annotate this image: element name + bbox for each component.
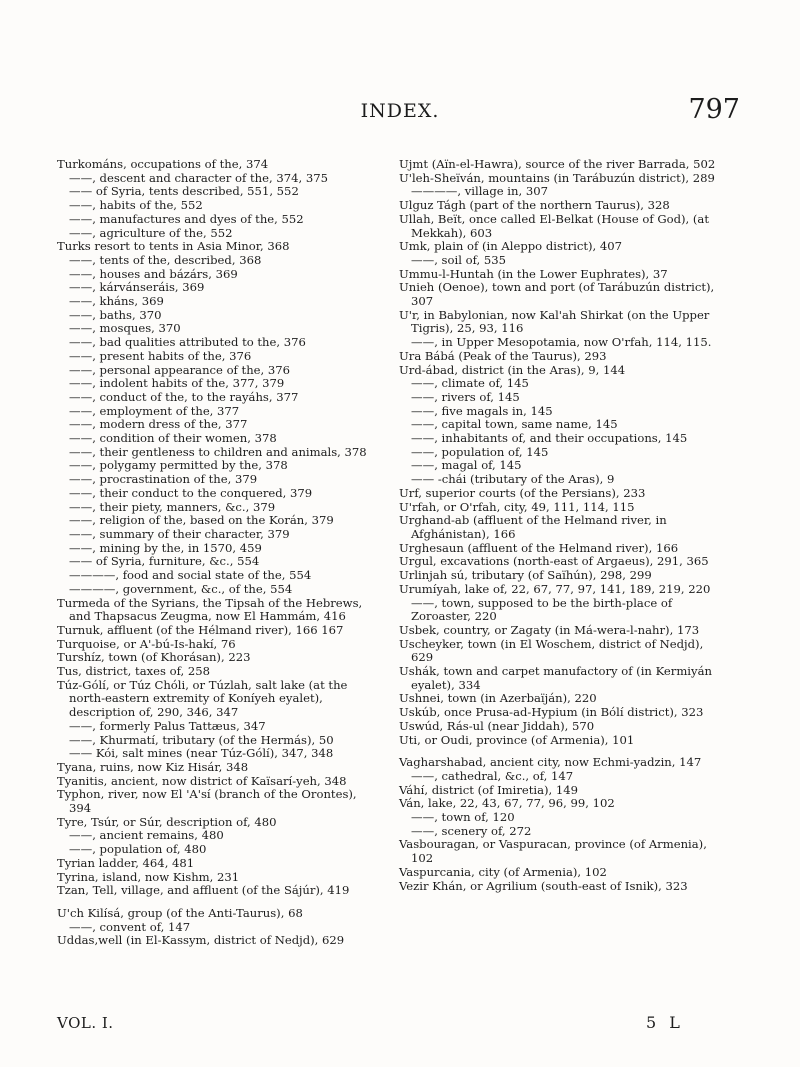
index-entry: Tyrina, island, now Kishm, 231 <box>57 869 240 884</box>
volume-mark: VOL. I. <box>57 1014 114 1032</box>
index-entry: Ushnei, town (in Azerbaïján), 220 <box>399 691 597 706</box>
index-subentry: ——, rivers of, 145 <box>411 389 520 404</box>
index-subentry: ——, habits of the, 552 <box>69 198 203 213</box>
index-entry: Urlinjah sú, tributary (of Saïhún), 298, 299 <box>399 568 652 583</box>
index-subentry: ——, convent of, 147 <box>69 919 191 934</box>
index-subentry: ——, conduct of the, to the rayáhs, 377 <box>69 389 299 404</box>
index-subentry: ——, scenery of, 272 <box>411 823 532 838</box>
index-entry: Ván, lake, 22, 43, 67, 77, 96, 99, 102 <box>399 796 615 811</box>
index-entry: Turkománs, occupations of the, 374 <box>57 157 269 171</box>
index-subentry: ——, five magals in, 145 <box>411 403 553 418</box>
index-entry: Uscheyker, town (in El Woschem, district of Nedjd), 629 <box>399 636 704 665</box>
index-entry: Ura Bábá (Peak of the Taurus), 293 <box>399 348 607 363</box>
index-subentry: ——, baths, 370 <box>69 307 162 322</box>
index-subentry: ——, mosques, 370 <box>69 321 181 336</box>
index-subentry: —— Kói, salt mines (near Túz-Gólí), 347, 348 <box>69 746 334 761</box>
index-entry: Urd-ábad, district (in the Aras), 9, 144 <box>399 362 626 377</box>
index-subentry: ——, capital town, same name, 145 <box>411 417 618 432</box>
index-subentry: ——, inhabitants of, and their occupations, 145 <box>411 431 688 446</box>
index-entry: Tyana, ruins, now Kiz Hisár, 348 <box>57 759 249 774</box>
index-entry: Ujmt (Aïn-el-Hawra), source of the river Barrada, 502 <box>399 157 716 171</box>
index-subentry: ——, their conduct to the conquered, 379 <box>69 485 313 500</box>
index-subentry: ——, magal of, 145 <box>411 458 522 473</box>
index-entry: Uddas,well (in El-Kassym, district of Nedjd), 629 <box>57 933 345 948</box>
index-entry: Usbek, country, or Zagaty (in Má-wera-l-nahr), 173 <box>399 622 700 637</box>
index-entry: Turshíz, town (of Khorásan), 223 <box>57 650 251 665</box>
index-subentry: ——, houses and bázárs, 369 <box>69 266 238 281</box>
running-title: INDEX. <box>360 100 440 122</box>
page-header <box>60 94 740 134</box>
index-subentry: ——, kháns, 369 <box>69 294 164 309</box>
index-entry: Túz-Gólí, or Túz Chóli, or Túzlah, salt lake (at the north-eastern extremity of Koníyeh eyalet), description of, 290, 346, 347 <box>57 677 348 720</box>
index-entry: Tzan, Tell, village, and affluent (of the Sájúr), 419 <box>57 883 350 898</box>
index-subentry: ——, climate of, 145 <box>411 376 529 391</box>
index-entry: Vaspurcania, city (of Armenia), 102 <box>399 864 607 879</box>
index-subentry: ——, kárvánseráis, 369 <box>69 280 205 295</box>
index-subentry: ——, religion of the, based on the Korán, 379 <box>69 513 334 528</box>
index-entry: Uswúd, Rás-ul (near Jiddah), 570 <box>399 718 595 733</box>
index-entry: Turmeda of the Syrians, the Tipsah of the Hebrews, and Thapsacus Zeugma, now El Hammám, 416 <box>57 595 363 624</box>
index-subentry: ——, tents of the, described, 368 <box>69 252 262 267</box>
index-subentry: ——, formerly Palus Tattæus, 347 <box>69 718 266 733</box>
index-entry: Ullah, Beït, once called El-Belkat (House of God), (at Mekkah), 603 <box>399 211 709 240</box>
index-subentry: ——, modern dress of the, 377 <box>69 417 248 432</box>
index-entry: Turks resort to tents in Asia Minor, 368 <box>57 239 290 254</box>
index-subentry: ——, summary of their character, 379 <box>69 526 290 541</box>
index-entry: Uskúb, once Prusa-ad-Hypium (in Bólí district), 323 <box>399 705 704 720</box>
index-subentry: ——, their piety, manners, &c., 379 <box>69 499 276 514</box>
index-entry: Ushák, town and carpet manufactory of (in Kermiyán eyalet), 334 <box>399 664 712 692</box>
index-subentry: ——, ancient remains, 480 <box>69 828 224 843</box>
index-subentry: ——, town of, 120 <box>411 810 515 825</box>
index-subentry: ——, mining by the, in 1570, 459 <box>69 540 262 555</box>
index-entry: Turnuk, affluent (of the Hélmand river), 166 167 <box>57 622 344 637</box>
index-entry: Ulguz Tágh (part of the northern Taurus), 328 <box>399 198 670 213</box>
index-entry: Tyanitis, ancient, now district of Kaïsarí-yeh, 348 <box>57 773 347 788</box>
index-subentry: ——, polygamy permitted by the, 378 <box>69 458 288 473</box>
index-entry: Vezir Khán, or Agrilium (south-east of Isnik), 323 <box>399 878 688 893</box>
index-subentry: ——, procrastination of the, 379 <box>69 472 258 487</box>
index-subentry: ——, their gentleness to children and animals, 378 <box>69 444 367 459</box>
index-entry: Turquoise, or A'-bú-Is-hakí, 76 <box>57 636 236 651</box>
index-subentry: ——, population of, 145 <box>411 444 549 459</box>
index-subentry: ——, descent and character of the, 374, 375 <box>69 170 328 185</box>
index-entry: Ummu-l-Huntah (in the Lower Euphrates), 37 <box>399 266 668 281</box>
index-subentry: ————, government, &c., of the, 554 <box>69 581 293 596</box>
index-subentry: ——, employment of the, 377 <box>69 403 240 418</box>
index-subentry: ——, population of, 480 <box>69 842 207 857</box>
index-entry: Tyre, Tsúr, or Súr, description of, 480 <box>57 814 277 829</box>
index-entry: Vasbouragan, or Vaspuracan, province (of Armenia), 102 <box>399 837 707 866</box>
index-column-left <box>57 158 375 948</box>
index-subentry: ————, village in, 307 <box>411 184 548 199</box>
index-entry: Uti, or Oudi, province (of Armenia), 101 <box>399 732 635 747</box>
index-subentry: ——, present habits of the, 376 <box>69 348 252 363</box>
index-subentry: ——, soil of, 535 <box>411 252 506 267</box>
index-subentry: —— of Syria, tents described, 551, 552 <box>69 184 299 199</box>
index-subentry: ——, condition of their women, 378 <box>69 431 277 446</box>
index-subentry: ————, food and social state of the, 554 <box>69 568 312 583</box>
index-subentry: —— -chái (tributary of the Aras), 9 <box>411 472 615 487</box>
index-subentry: ——, town, supposed to be the birth-place of Zoroaster, 220 <box>411 595 673 624</box>
signature-mark: 5 L <box>646 1013 684 1032</box>
index-subentry: ——, personal appearance of the, 376 <box>69 362 291 377</box>
index-entry: Tyrian ladder, 464, 481 <box>57 855 195 870</box>
index-entry: Váhí, district (of Imiretia), 149 <box>399 782 579 797</box>
index-entry: Urgul, excavations (north-east of Argaeus), 291, 365 <box>399 554 709 569</box>
index-subentry: ——, cathedral, &c., of, 147 <box>411 768 574 783</box>
index-entry: Urumíyah, lake of, 22, 67, 77, 97, 141, 189, 219, 220 <box>399 581 711 596</box>
index-entry: Urf, superior courts (of the Persians), 233 <box>399 485 646 500</box>
index-subentry: ——, agriculture of the, 552 <box>69 225 233 240</box>
index-subentry: ——, Khurmatí, tributary (of the Hermás), 50 <box>69 732 334 747</box>
index-subentry: ——, indolent habits of the, 377, 379 <box>69 376 285 391</box>
index-entry: Urghesaun (affluent of the Helmand river), 166 <box>399 540 679 555</box>
index-entry: U'r, in Babylonian, now Kal'ah Shirkat (on the Upper Tigris), 25, 93, 116 <box>399 307 710 336</box>
index-entry: U'leh-Sheïván, mountains (in Tarábuzún district), 289 <box>399 170 715 185</box>
index-entry: Urghand-ab (affluent of the Helmand river, in Afghánistan), 166 <box>399 513 667 541</box>
index-subentry: ——, in Upper Mesopotamia, now O'rfah, 114, 115. <box>411 335 712 350</box>
index-entry: U'ch Kilísá, group (of the Anti-Taurus), 68 <box>57 905 303 920</box>
index-subentry: ——, bad qualities attributed to the, 376 <box>69 335 306 350</box>
page-number: 797 <box>688 94 740 125</box>
index-entry: Umk, plain of (in Aleppo district), 407 <box>399 239 623 254</box>
index-entry: Tus, district, taxes of, 258 <box>57 664 210 679</box>
index-entry: U'rfah, or O'rfah, city, 49, 111, 114, 115 <box>399 499 635 514</box>
index-entry: Unieh (Oenoe), town and port (of Tarábuzún district), 307 <box>399 280 715 309</box>
index-subentry: —— of Syria, furniture, &c., 554 <box>69 554 260 569</box>
index-column-right <box>399 158 719 893</box>
index-entry: Vagharshabad, ancient city, now Echmi-yadzin, 147 <box>399 755 702 770</box>
index-subentry: ——, manufactures and dyes of the, 552 <box>69 211 304 226</box>
index-entry: Typhon, river, now El 'A'sí (branch of the Orontes), 394 <box>57 787 357 816</box>
